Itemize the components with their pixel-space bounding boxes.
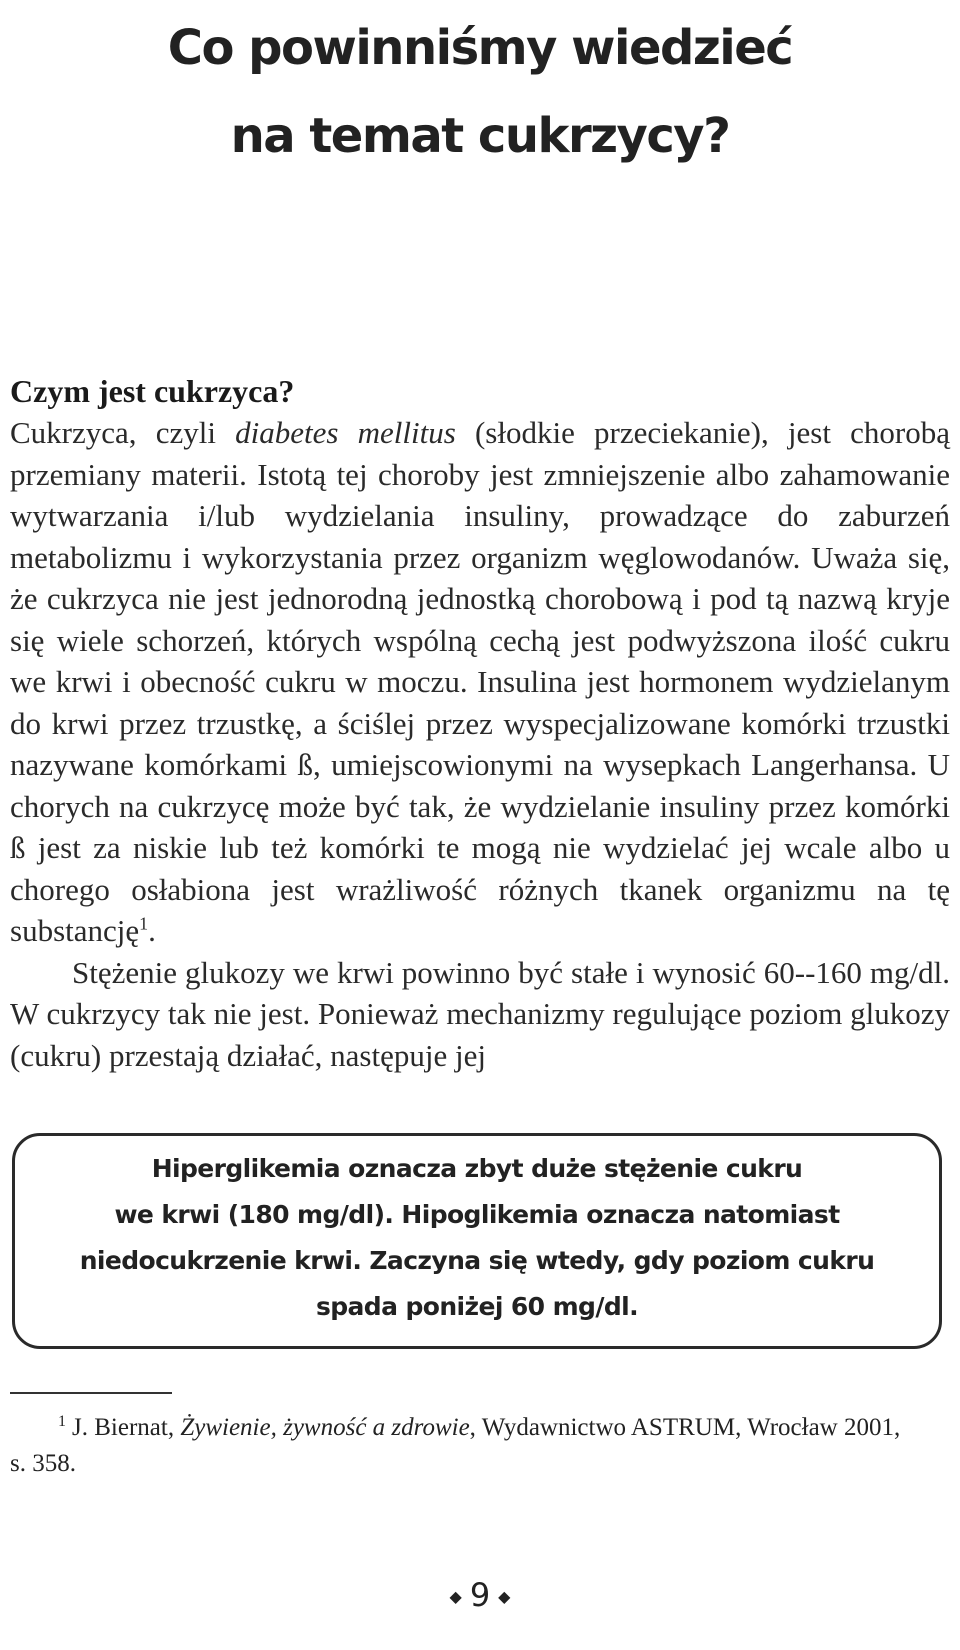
footnote-reference[interactable]: 1 bbox=[139, 913, 149, 934]
footnote bbox=[10, 1410, 910, 1482]
article-body bbox=[10, 370, 950, 1076]
page-number bbox=[0, 1575, 960, 1617]
callout-line-1: Hiperglikemia oznacza zbyt duże stężenie cukru bbox=[151, 1154, 803, 1183]
paragraph-1-intro: Cukrzyca, czyli bbox=[10, 415, 236, 450]
paragraph-1-end: . bbox=[148, 913, 156, 948]
footnote-divider bbox=[10, 1392, 172, 1394]
chapter-title bbox=[0, 4, 960, 180]
footnote-book-title: Żywienie, żywność a zdrowie bbox=[180, 1414, 470, 1441]
chapter-title-line-1: Co powinniśmy wiedzieć bbox=[167, 20, 793, 76]
diamond-ornament-icon: ◆ bbox=[498, 1587, 511, 1606]
footnote-number: 1 bbox=[58, 1412, 66, 1430]
section-heading: Czym jest cukrzyca? bbox=[10, 373, 295, 409]
callout-line-2: we krwi (180 mg/dl). Hipoglikemia oznacza natomiast bbox=[114, 1200, 840, 1229]
latin-term: diabetes mellitus bbox=[235, 415, 456, 450]
chapter-title-line-2: na temat cukrzycy? bbox=[230, 108, 730, 164]
paragraph-1-body: (słodkie przeciekanie), jest chorobą przemiany materii. Istotą tej choroby jest zmniejszenie albo zahamowanie wytwarzania i/lub wydzielania insuliny, prowadzące do zaburzeń metabolizmu i wykorzystania przez organizm węglowodanów. Uważa się, że cukrzyca nie jest jednorodną jednostką chorobową i pod tą nazwą kryje się wiele schorzeń, których wspólną cechą jest podwyższona ilość cukru we krwi i obecność cukru w moczu. Insulina jest hormonem wydzielanym do krwi przez trzustkę, a ściślej przez wyspecjalizowane komórki trzustki nazywane komórkami ß, umiejscowionymi na wysepkach Langerhansa. U chorych na cukrzycę może być tak, że wydzielanie insuliny przez komórki ß jest za niskie lub też komórki te mogą nie wydzielać jej wcale albo u chorego osłabiona jest wrażliwość różnych tkanek organizmu na tę substancję bbox=[10, 415, 950, 948]
callout-line-4: spada poniżej 60 mg/dl. bbox=[315, 1292, 639, 1321]
diamond-ornament-icon: ◆ bbox=[449, 1587, 462, 1606]
callout-line-3: niedocukrzenie krwi. Zaczyna się wtedy, gdy poziom cukru bbox=[79, 1246, 875, 1275]
paragraph-2: Stężenie glukozy we krwi powinno być stałe i wynosić 60--160 mg/dl. W cukrzycy tak nie jest. Ponieważ mechanizmy regulujące poziom glukozy (cukru) przestają działać, następuje jej bbox=[10, 954, 950, 1073]
footnote-author: J. Biernat, bbox=[72, 1414, 181, 1441]
paragraph-1 bbox=[10, 412, 950, 952]
footnote-details: , Wydawnictwo ASTRUM, Wrocław 2001, s. 358. bbox=[10, 1414, 901, 1477]
info-callout-box bbox=[12, 1133, 942, 1349]
page-number-value: 9 bbox=[469, 1576, 491, 1614]
